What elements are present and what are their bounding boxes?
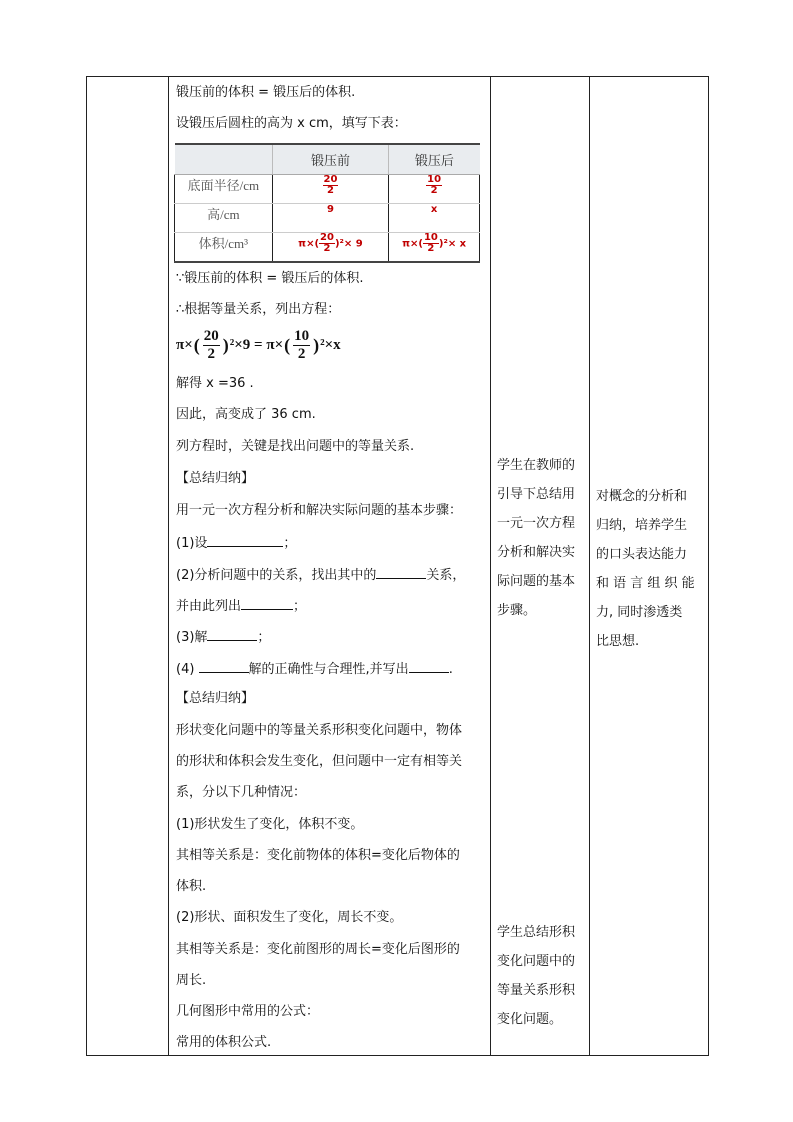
case-2: (2)形状、面积发生了变化，周长不变。 [176,910,403,925]
blank-step2-relation[interactable] [376,565,426,579]
blank-column-cell [87,77,169,1056]
height-before: 9 [272,204,389,233]
summary-title-2: 【总结归纳】 [176,691,255,706]
para-line-1: 形状变化问题中的等量关系形积变化问题中，物体 [176,723,463,738]
table-row [175,175,480,204]
header-empty [175,144,273,175]
case-2-relation-cont: 周长. [176,973,207,988]
student-activity-cell [491,77,590,1056]
blank-step4-check[interactable] [199,659,249,673]
line-result: 因此，高变成了 36 cm. [176,407,316,422]
step-1: (1)设 ； [176,533,296,553]
blank-step1[interactable] [207,533,283,547]
radius-after: $\frac{10}{2}$ [389,175,480,204]
blank-step4-answer[interactable] [409,659,449,673]
row-label-radius: 底面半径/cm [175,175,273,204]
step-2-cont: 并由此列出 ； [176,596,306,616]
line-set-height: 设锻压后圆柱的高为 x cm，填写下表： [176,116,407,131]
student-activity-block-1: 学生在教师的 引导下总结用 一元一次方程 分析和解决实 际问题的基本 步骤。 [497,458,576,618]
lesson-table [86,76,709,1056]
line-key-point: 列方程时，关键是找出问题中的等量关系. [176,439,415,454]
case-1-relation: 其相等关系是：变化前物体的体积=变化后物体的 [176,848,460,863]
volume-before: π×( $\frac{20}{2}$ )²× 9 [272,233,389,263]
header-after: 锻压后 [389,144,480,175]
para-line-2: 的形状和体积会发生变化，但问题中一定有相等关 [176,754,463,769]
teaching-content-cell [169,77,491,1056]
row-label-volume: 体积/cm³ [175,233,273,263]
forging-table [174,143,480,263]
blank-step2-equation[interactable] [241,596,293,610]
step-4: (4) 解的正确性与合理性,并写出 . [176,659,453,679]
table-row [175,204,480,233]
row-label-height: 高/cm [175,204,273,233]
volume-after: π×( $\frac{10}{2}$ )²× x [389,233,480,263]
design-intent-block: 对概念的分析和 归纳，培养学生 的口头表达能力 和 语 言 组 织 能 力, 同时渗透类 比思想. [596,489,695,649]
geometry-formulas: 几何图形中常用的公式： [176,1004,320,1019]
case-2-relation: 其相等关系是：变化前图形的周长=变化后图形的 [176,942,460,957]
summary-intro: 用一元一次方程分析和解决实际问题的基本步骤： [176,503,463,518]
step-3: (3)解 ； [176,627,270,647]
blank-step3[interactable] [207,627,257,641]
radius-before: $\frac{20}{2}$ [272,175,389,204]
volume-equation: π× ( $\frac{20}{2}$ ) ²×9 = π× ( $\frac{10}{2}$ ) ²×x [176,327,341,362]
line-volume-equal: 锻压前的体积 = 锻压后的体积. [176,85,356,100]
design-intent-cell [590,77,709,1056]
height-after: x [389,204,480,233]
case-1: (1)形状发生了变化，体积不变。 [176,817,364,832]
volume-formulas: 常用的体积公式. [176,1035,272,1050]
header-before: 锻压前 [272,144,389,175]
summary-title-1: 【总结归纳】 [176,471,255,486]
step-2: (2)分析问题中的关系，找出其中的 关系， [176,565,465,585]
case-1-relation-cont: 体积. [176,879,207,894]
line-therefore: ∴根据等量关系，列出方程： [176,302,341,317]
para-line-3: 系，分以下几种情况： [176,785,307,800]
lesson-plan-page [86,76,708,1054]
student-activity-block-2: 学生总结形积 变化问题中的 等量关系形积 变化问题。 [497,925,576,1027]
line-because: ∵锻压前的体积 = 锻压后的体积. [176,271,364,286]
table-row [175,233,480,263]
line-solve: 解得 x =36 . [176,376,254,391]
